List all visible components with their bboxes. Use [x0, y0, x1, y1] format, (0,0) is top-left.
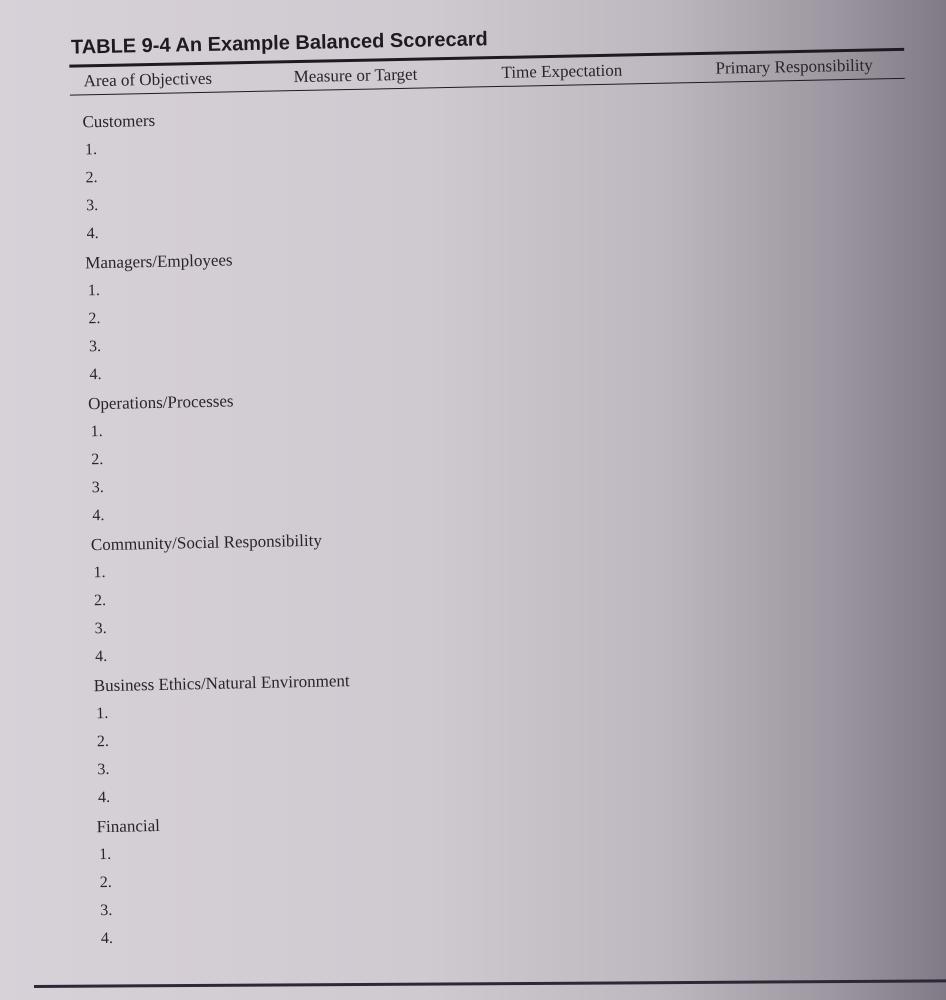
- section-customers: Customers: [82, 110, 156, 132]
- list-item: 3.: [85, 197, 99, 215]
- list-item: 3.: [100, 901, 113, 920]
- list-item: 1.: [90, 423, 103, 441]
- table-title: TABLE 9-4 An Example Balanced Scorecard: [70, 28, 488, 59]
- column-header-measure: Measure or Target: [293, 64, 418, 87]
- column-header-time: Time Expectation: [501, 60, 623, 82]
- section-business-ethics-natural-environment: Business Ethics/Natural Environment: [93, 671, 350, 696]
- list-item: 2.: [99, 873, 112, 892]
- list-item: 2.: [85, 169, 98, 187]
- column-header-area: Area of Objectives: [83, 68, 213, 91]
- list-item: 2.: [91, 451, 104, 469]
- list-item: 4.: [89, 366, 102, 384]
- list-item: 4.: [92, 507, 105, 525]
- list-item: 2.: [93, 591, 107, 610]
- list-item: 4.: [97, 788, 111, 807]
- list-item: 1.: [96, 704, 109, 723]
- list-item: 1.: [99, 845, 112, 864]
- list-item: 3.: [91, 479, 104, 497]
- list-item: 4.: [86, 225, 99, 243]
- list-item: 1.: [93, 563, 106, 582]
- list-item: 2.: [96, 732, 110, 751]
- section-operations-processes: Operations/Processes: [87, 391, 234, 414]
- list-item: 3.: [88, 338, 102, 356]
- column-header-responsibility: Primary Responsibility: [715, 55, 873, 78]
- list-item: 2.: [88, 310, 101, 328]
- list-item: 3.: [97, 760, 110, 779]
- list-item: 4.: [95, 647, 108, 666]
- list-item: 1.: [87, 282, 101, 300]
- section-community-social-responsibility: Community/Social Responsibility: [90, 530, 323, 555]
- list-item: 3.: [94, 619, 107, 638]
- list-item: 4.: [100, 929, 114, 948]
- list-item: 1.: [84, 141, 98, 159]
- section-financial: Financial: [96, 815, 161, 837]
- section-managers-employees: Managers/Employees: [85, 250, 233, 273]
